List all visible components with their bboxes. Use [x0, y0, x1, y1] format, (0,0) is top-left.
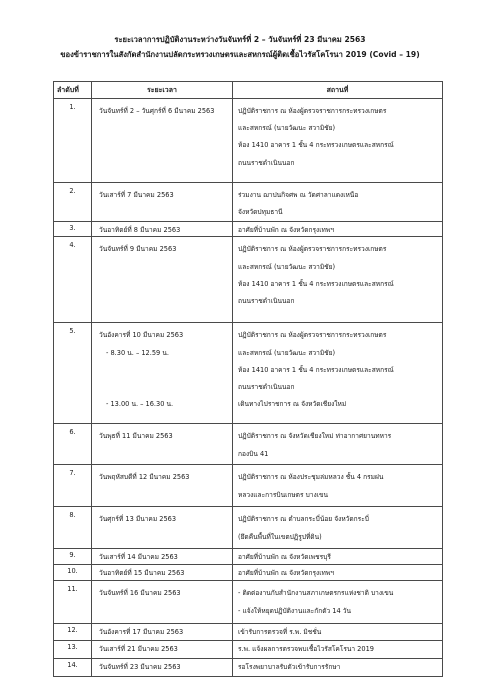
- row-place: [233, 581, 443, 624]
- row-place: [233, 624, 443, 641]
- time-line: วันจันทร์ที่ 16 มีนาคม 2563: [99, 589, 181, 598]
- row-time: [92, 507, 233, 549]
- time-line: วันเสาร์ที่ 21 มีนาคม 2563: [99, 645, 178, 654]
- row-number: 5.: [54, 323, 92, 424]
- row-time: [92, 323, 233, 424]
- time-line: - 13.00 น. – 16.30 น.: [106, 400, 174, 409]
- row-time: [92, 183, 233, 222]
- time-line: วันอาทิตย์ที่ 8 มีนาคม 2563: [99, 226, 181, 235]
- row-time: [92, 624, 233, 641]
- row-time: [92, 565, 233, 581]
- place-line: จังหวัดปทุมธานี: [238, 208, 283, 217]
- time-line: วันอังคารที่ 17 มีนาคม 2563: [99, 628, 184, 637]
- table-row: [54, 99, 443, 183]
- row-time: [92, 99, 233, 183]
- row-place: [233, 424, 443, 465]
- table-header-row: [54, 82, 443, 99]
- table-row: [54, 507, 443, 549]
- row-time: [92, 641, 233, 659]
- time-line: วันจันทร์ที่ 9 มีนาคม 2563: [99, 245, 177, 254]
- document-title: ระยะเวลาการปฏิบัติงานระหว่างวันจันทร์ที่ 2 – วันจันทร์ที่ 23 มีนาคม 2563: [114, 35, 366, 44]
- time-line: วันพฤหัสบดีที่ 12 มีนาคม 2563: [99, 473, 190, 482]
- row-number: 12.: [54, 624, 92, 641]
- row-place: [233, 222, 443, 237]
- time-line: วันเสาร์ที่ 7 มีนาคม 2563: [99, 191, 174, 199]
- place-line: ปฏิบัติราชการ ณ ห้องประชุมล่มหลวง ชั้น 4 กรมฝน: [238, 473, 384, 482]
- row-time: [92, 659, 233, 677]
- time-line: วันเสาร์ที่ 14 มีนาคม 2563: [99, 553, 178, 562]
- place-line: (ยึดคืนพื้นที่ในเขตปฏิรูปที่ดิน): [238, 532, 322, 541]
- place-line: กองบิน 41: [238, 449, 269, 458]
- row-place: [233, 183, 443, 222]
- time-line: วันศุกร์ที่ 13 มีนาคม 2563: [99, 515, 177, 524]
- place-line: ปฏิบัติราชการ ณ ตำบลกระบี่น้อย จังหวัดกระบี่: [238, 515, 369, 524]
- header-time: ระยะเวลา: [92, 82, 233, 99]
- row-place: [233, 237, 443, 323]
- row-number: 7.: [54, 465, 92, 507]
- row-time: [92, 465, 233, 507]
- place-line: ปฏิบัติราชการ ณ ห้องผู้ตรวจราชการกระทรวงเกษตร: [238, 107, 387, 115]
- place-line: อาศัยที่บ้านพัก ณ จังหวัดกรุงเทพฯ: [238, 226, 334, 235]
- document-subtitle: ของข้าราชการในสังกัดสำนักงานปลัดกระทรวงเกษตรและสหกรณ์ผู้ติดเชื้อไวรัสโคโรนา 2019 (Covid – 19): [60, 50, 420, 59]
- place-line: ถนนราชดำเนินนอก: [238, 297, 295, 306]
- row-time: [92, 581, 233, 624]
- row-time: [92, 237, 233, 323]
- place-line: ปฏิบัติราชการ ณ จังหวัดเชียงใหม่ ท่าอากาศยานทหาร: [238, 432, 392, 441]
- table-row: [54, 323, 443, 424]
- time-line: - 8.30 น. – 12.59 น.: [106, 348, 169, 357]
- row-number: 13.: [54, 641, 92, 659]
- table-row: [54, 659, 443, 677]
- place-line: ร่วมงาน ฌาปนกิจศพ ณ วัดศาลาแดงเหนือ: [238, 191, 359, 199]
- row-place: [233, 323, 443, 424]
- place-line: ห้อง 1410 อาคาร 1 ชั้น 4 กระทรวงเกษตรและสหกรณ์: [238, 365, 394, 374]
- row-place: [233, 549, 443, 565]
- header-place: สถานที่: [233, 82, 443, 99]
- row-time: [92, 549, 233, 565]
- place-line: อาศัยที่บ้านพัก ณ จังหวัดเพชรบุรี: [238, 553, 331, 562]
- place-line: - ติดต่องานกับสำนักงานสภาเกษตรกรแห่งชาติ บางเขน: [238, 589, 394, 598]
- row-number: 14.: [54, 659, 92, 677]
- row-place: [233, 99, 443, 183]
- timeline-table: [53, 81, 443, 677]
- row-number: 8.: [54, 507, 92, 549]
- row-number: 2.: [54, 183, 92, 222]
- place-line: ห้อง 1410 อาคาร 1 ชั้น 4 กระทรวงเกษตรและสหกรณ์: [238, 279, 394, 288]
- table-row: [54, 624, 443, 641]
- table-row: [54, 237, 443, 323]
- time-line: วันอังคารที่ 10 มีนาคม 2563: [99, 331, 184, 340]
- row-time: [92, 424, 233, 465]
- place-line: หลวงและการบินเกษตร บางเขน: [238, 490, 328, 499]
- row-place: [233, 565, 443, 581]
- row-place: [233, 641, 443, 659]
- row-place: [233, 465, 443, 507]
- place-line: ถนนราชดำเนินนอก: [238, 158, 295, 167]
- place-line: เดินทางไปราชการ ณ จังหวัดเชียงใหม่: [238, 400, 347, 409]
- table-row: [54, 183, 443, 222]
- place-line: รอโรงพยาบาลรับตัวเข้ารับการรักษา: [238, 663, 341, 672]
- row-time: [92, 222, 233, 237]
- place-line: และสหกรณ์ (นายวัฒนะ สวามิชัย): [238, 124, 336, 133]
- table-row: [54, 581, 443, 624]
- table-row: [54, 641, 443, 659]
- table-row: [54, 465, 443, 507]
- time-line: วันจันทร์ที่ 23 มีนาคม 2563: [99, 663, 181, 672]
- row-number: 9.: [54, 549, 92, 565]
- place-line: - แจ้งให้หยุดปฏิบัติงานและกักตัว 14 วัน: [238, 606, 351, 615]
- table-row: [54, 565, 443, 581]
- place-line: ถนนราชดำเนินนอก: [238, 383, 295, 392]
- row-number: 3.: [54, 222, 92, 237]
- row-number: 6.: [54, 424, 92, 465]
- place-line: เข้ารับการตรวจที่ ร.พ. มิชชั่น: [238, 628, 322, 637]
- row-place: [233, 659, 443, 677]
- row-number: 1.: [54, 99, 92, 183]
- header-no: ลำดับที่: [54, 82, 92, 99]
- table-row: [54, 549, 443, 565]
- row-number: 11.: [54, 581, 92, 624]
- time-line: วันจันทร์ที่ 2 – วันศุกร์ที่ 6 มีนาคม 2563: [99, 107, 215, 115]
- table-row: [54, 424, 443, 465]
- row-place: [233, 507, 443, 549]
- time-line: วันอาทิตย์ที่ 15 มีนาคม 2563: [99, 569, 185, 578]
- place-line: และสหกรณ์ (นายวัฒนะ สวามิชัย): [238, 348, 336, 357]
- table-row: [54, 222, 443, 237]
- place-line: ปฏิบัติราชการ ณ ห้องผู้ตรวจราชการกระทรวงเกษตร: [238, 245, 387, 254]
- place-line: และสหกรณ์ (นายวัฒนะ สวามิชัย): [238, 262, 336, 271]
- place-line: ปฏิบัติราชการ ณ ห้องผู้ตรวจราชการกระทรวงเกษตร: [238, 331, 387, 340]
- row-number: 4.: [54, 237, 92, 323]
- place-line: อาศัยที่บ้านพัก ณ จังหวัดกรุงเทพฯ: [238, 569, 334, 578]
- row-number: 10.: [54, 565, 92, 581]
- time-line: วันพุธที่ 11 มีนาคม 2563: [99, 432, 173, 441]
- place-line: ร.พ. แจ้งผลการตรวจพบเชื้อไวรัสโคโรนา 2019: [238, 645, 374, 654]
- place-line: ห้อง 1410 อาคาร 1 ชั้น 4 กระทรวงเกษตรและสหกรณ์: [238, 141, 394, 150]
